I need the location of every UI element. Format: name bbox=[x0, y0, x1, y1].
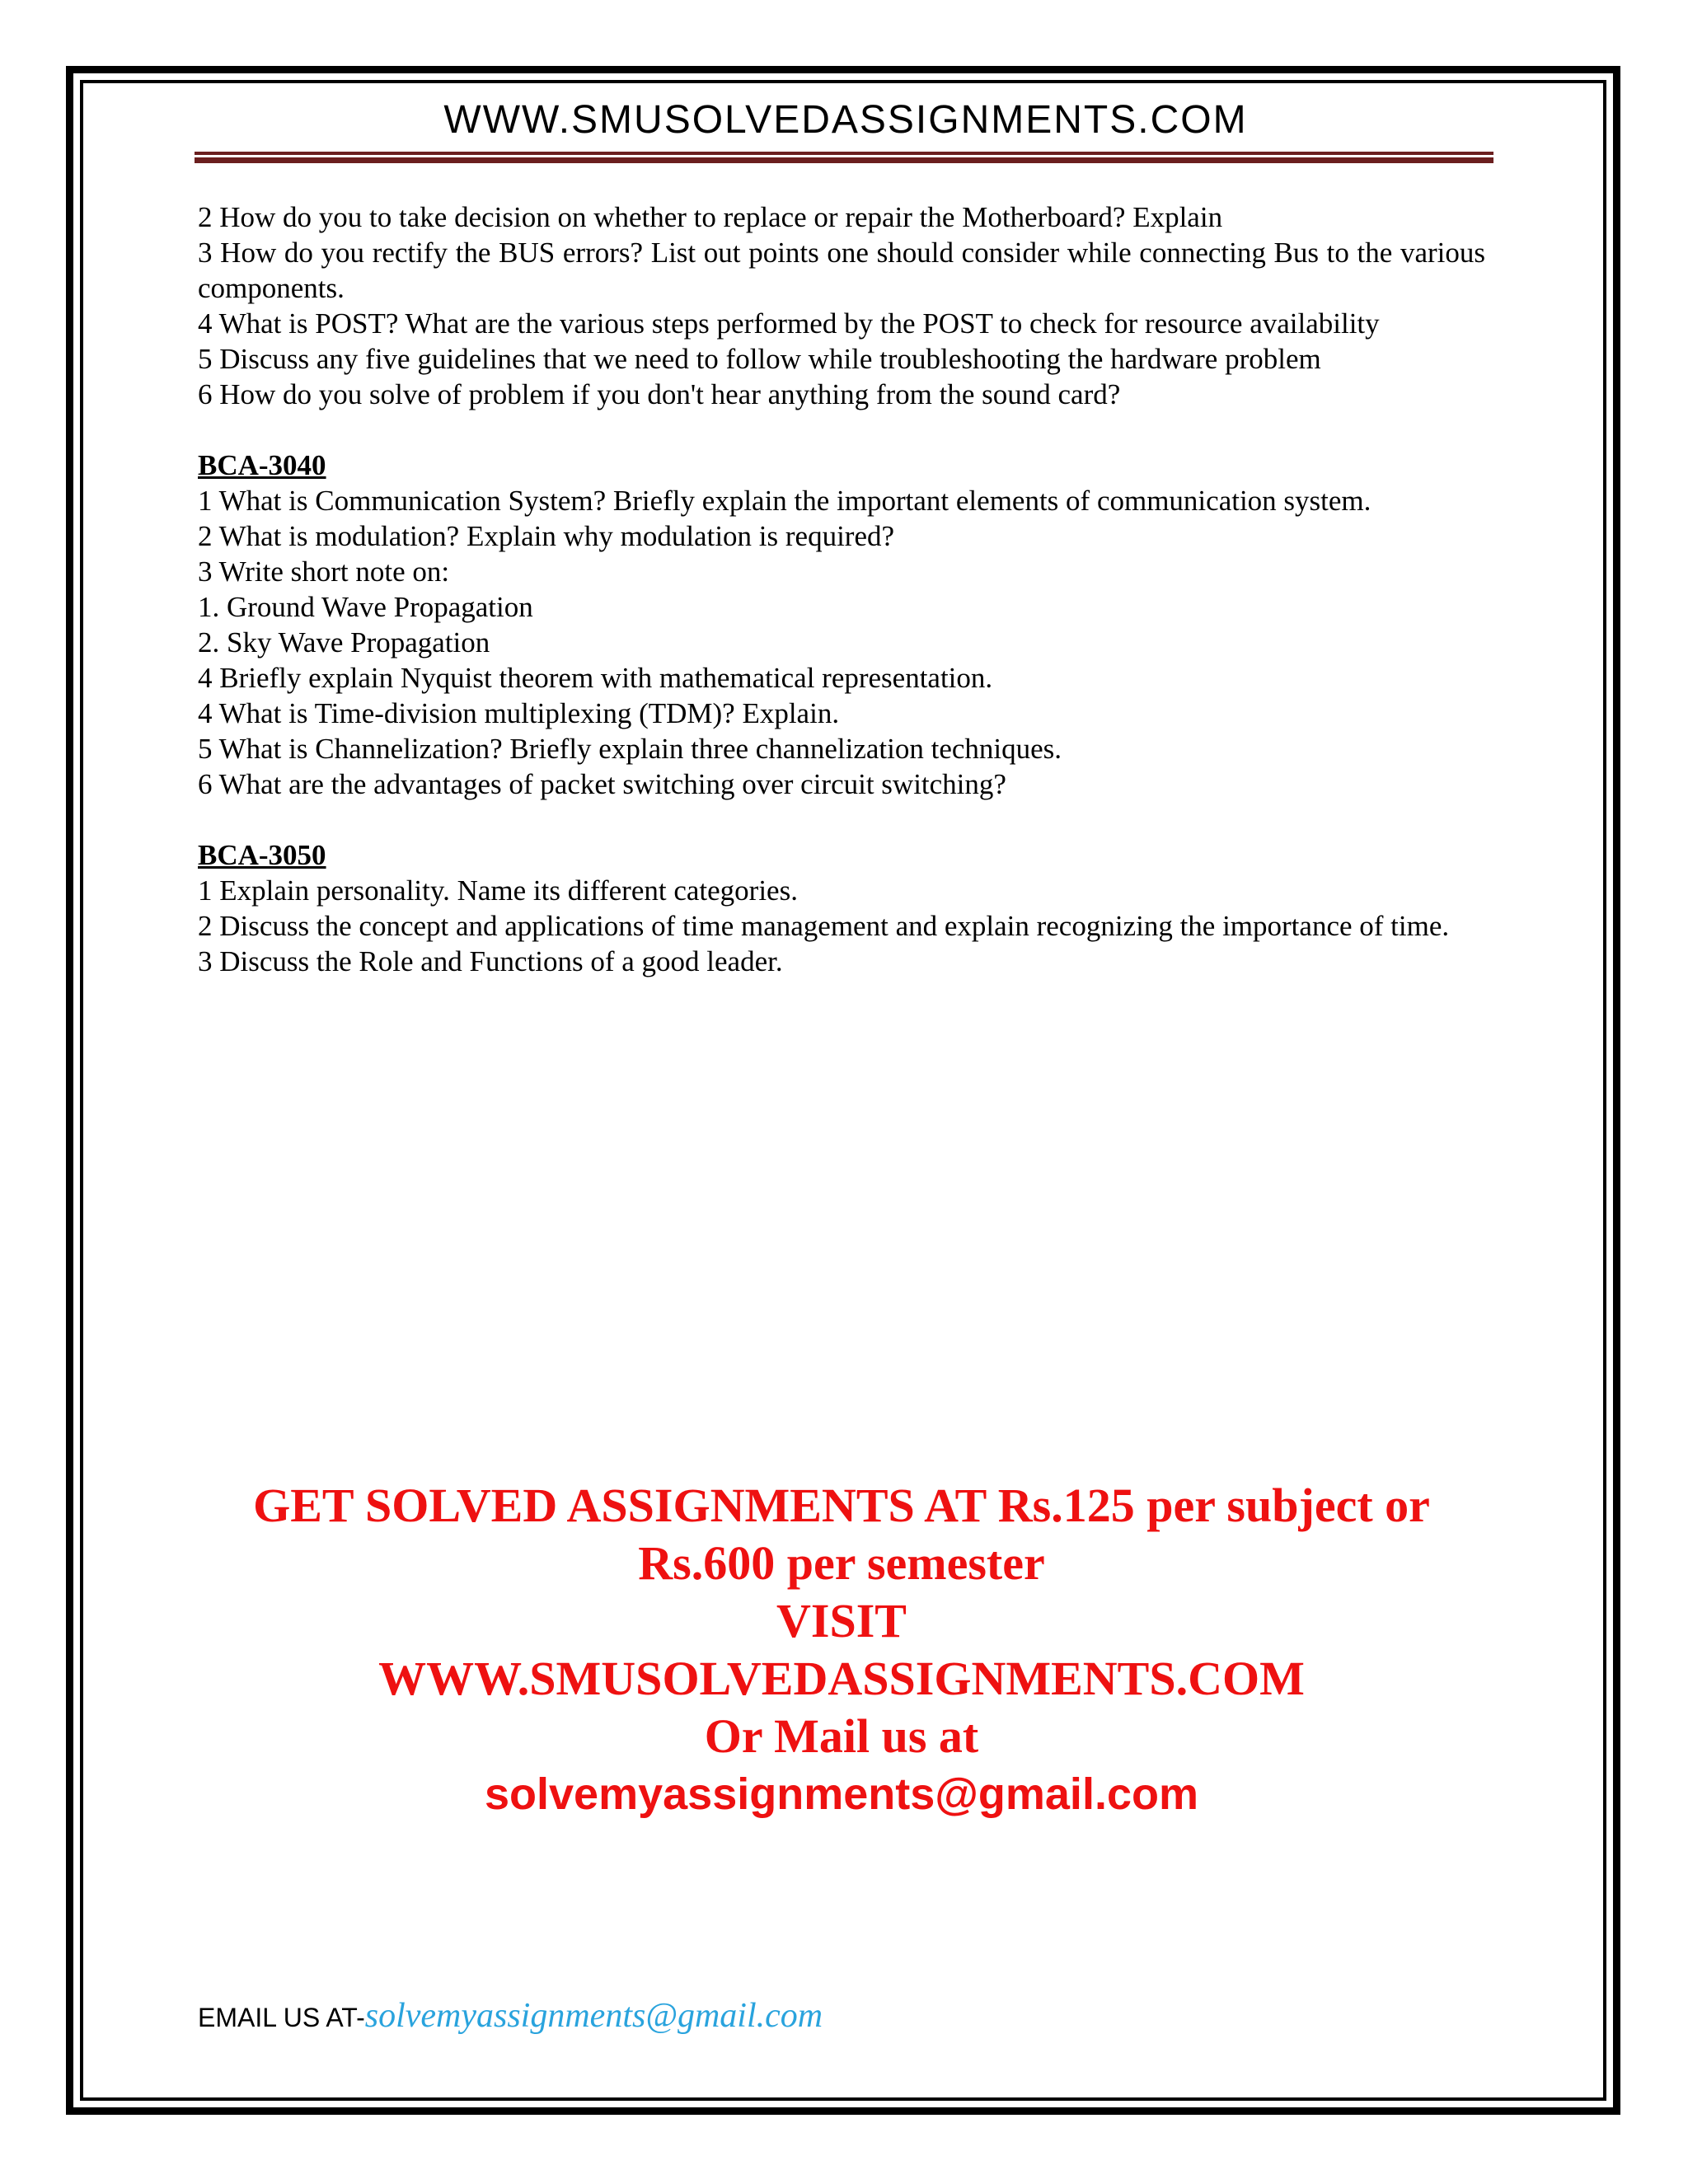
question-line: 4 What is Time-division multiplexing (TDM)? Explain. bbox=[198, 697, 840, 729]
question-line: 6 How do you solve of problem if you don't hear anything from the sound card? bbox=[198, 378, 1121, 410]
section-heading-bca-3040: BCA-3040 bbox=[198, 449, 326, 481]
question-line: 1. Ground Wave Propagation bbox=[198, 591, 533, 623]
promo-line-offer: GET SOLVED ASSIGNMENTS AT Rs.125 per subject or bbox=[253, 1479, 1430, 1532]
question-line: 4 Briefly explain Nyquist theorem with mathematical representation. bbox=[198, 662, 993, 694]
footer bbox=[198, 1996, 823, 2036]
question-line: 5 Discuss any five guidelines that we need to follow while troubleshooting the hardware problem bbox=[198, 343, 1321, 375]
question-line: 2 How do you to take decision on whether to replace or repair the Motherboard? Explain bbox=[198, 201, 1223, 233]
promo-line-semester: Rs.600 per semester bbox=[638, 1536, 1045, 1590]
promo-line-mail: Or Mail us at bbox=[704, 1709, 979, 1763]
header-rule-thick bbox=[195, 157, 1493, 163]
spacer bbox=[198, 802, 1485, 837]
question-line: 1 What is Communication System? Briefly explain the important elements of communication system. bbox=[198, 485, 1372, 517]
spacer bbox=[198, 412, 1485, 448]
question-line: 2. Sky Wave Propagation bbox=[198, 626, 490, 658]
promo-email-link[interactable]: solvemyassignments@gmail.com bbox=[485, 1769, 1198, 1819]
question-line: 3 Write short note on: bbox=[198, 555, 450, 588]
question-line: 2 Discuss the concept and applications of time management and explain recognizing the importance of time. bbox=[198, 910, 1450, 942]
question-line: 4 What is POST? What are the various steps performed by the POST to check for resource availability bbox=[198, 307, 1380, 340]
promo-website-link[interactable]: WWW.SMUSOLVEDASSIGNMENTS.COM bbox=[378, 1652, 1305, 1705]
question-line: 5 What is Channelization? Briefly explain three channelization techniques. bbox=[198, 733, 1062, 765]
question-line: 2 What is modulation? Explain why modulation is required? bbox=[198, 520, 895, 552]
promo-block bbox=[198, 1477, 1485, 1823]
question-line: 3 How do you rectify the BUS errors? List out points one should consider while connecting Bus to the various components. bbox=[198, 237, 1485, 304]
promo-line-visit: VISIT bbox=[776, 1594, 907, 1647]
section-heading-bca-3050: BCA-3050 bbox=[198, 839, 326, 871]
question-line: 6 What are the advantages of packet switching over circuit switching? bbox=[198, 768, 1006, 800]
header-rule-thin bbox=[195, 152, 1493, 155]
question-line: 3 Discuss the Role and Functions of a good leader. bbox=[198, 945, 783, 977]
footer-email-link[interactable]: solvemyassignments@gmail.com bbox=[364, 1997, 823, 2035]
question-line: 1 Explain personality. Name its different categories. bbox=[198, 874, 798, 907]
document-body bbox=[198, 199, 1485, 979]
header-site-url: WWW.SMUSOLVEDASSIGNMENTS.COM bbox=[443, 98, 1248, 142]
footer-label: EMAIL US AT- bbox=[198, 2003, 365, 2032]
